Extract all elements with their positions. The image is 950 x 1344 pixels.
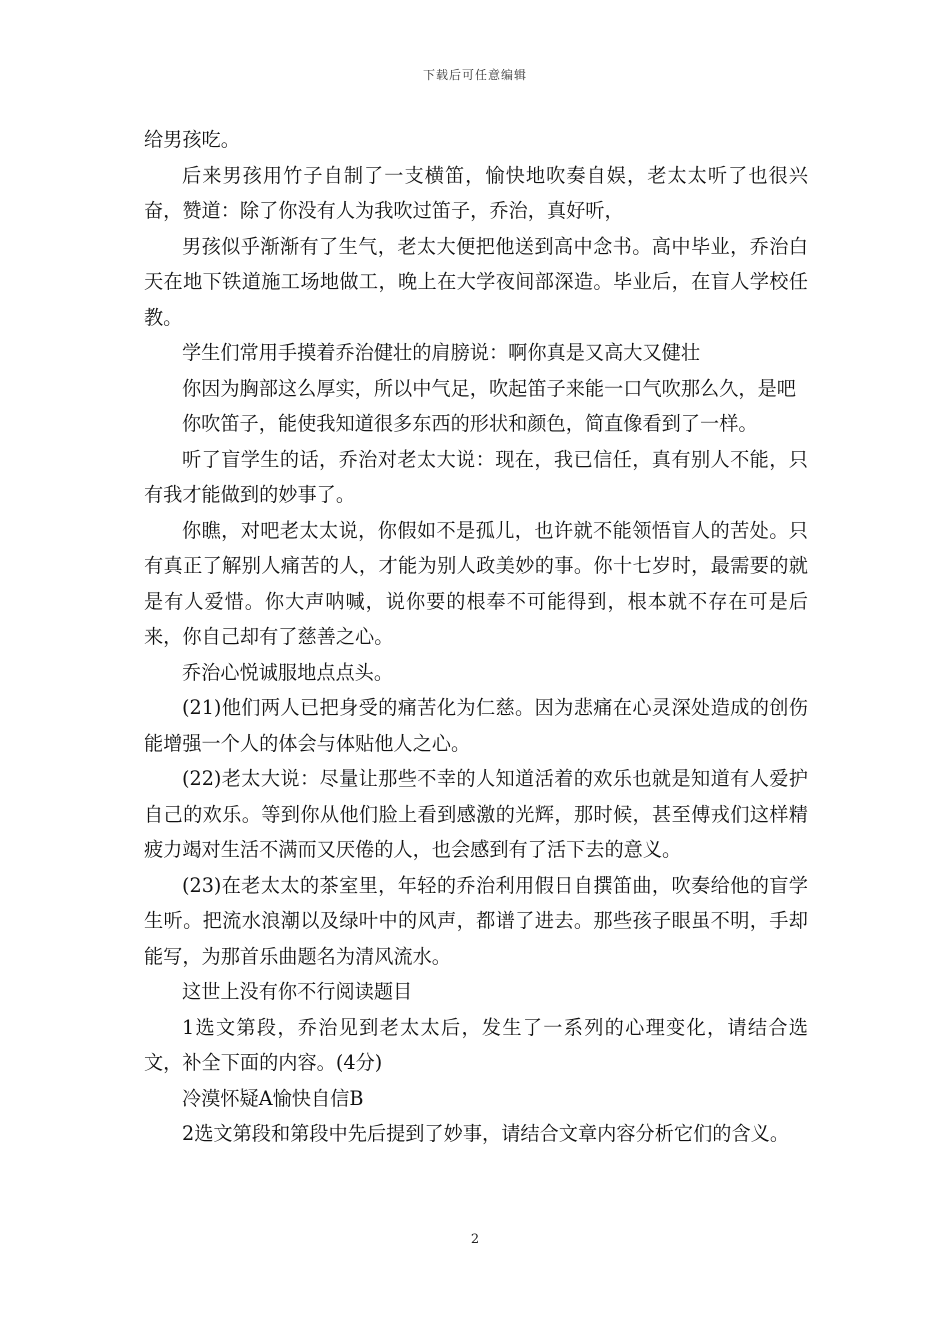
document-body — [144, 122, 808, 1152]
page-number: 2 — [470, 1232, 480, 1247]
paragraph-8: 你瞧，对吧老太太说，你假如不是孤儿，也许就不能领悟盲人的苦处。只有真正了解别人痛苦的人，才能为别人政美妙的事。你十七岁时，最需要的就是有人爱惜。你大声呐喊，说你要的根奉不可能得到，根本就不存在可是后来，你自己却有了慈善之心。 — [144, 518, 808, 648]
paragraph-11: (22)老太大说：尽量让那些不幸的人知道活着的欢乐也就是知道有人爱护自己的欢乐。等到你从他们脸上看到感激的光辉，那时候，甚至傅戎们这样精疲力竭对生活不满而又厌倦的人，也会感到有了活下去的意义。 — [144, 767, 808, 861]
paragraph-3: 男孩似乎渐渐有了生气，老太大便把他送到高中念书。高中毕业，乔治白天在地下铁道施工场地做工，晚上在大学夜间部深造。毕业后，在盲人学校任教。 — [144, 234, 808, 329]
paragraph-2: 后来男孩用竹子自制了一支横笛，愉快地吹奏自娱，老太太听了也很兴奋，赞道：除了你没有人为我吹过笛子，乔治，真好听， — [144, 163, 808, 222]
paragraph-10: (21)他们两人已把身受的痛苦化为仁慈。因为悲痛在心灵深处造成的创伤能增强一个人的体会与体贴他人之心。 — [144, 696, 808, 755]
section-title-reading-questions: 这世上没有你不行阅读题目 — [182, 980, 413, 1003]
paragraph-4: 学生们常用手摸着乔治健壮的肩膀说：啊你真是又高大又健壮 — [182, 341, 701, 364]
paragraph-12: (23)在老太太的茶室里，年轻的乔治利用假日自撰笛曲，吹奏给他的盲学生听。把流水浪潮以及绿叶中的风声，都谱了进去。那些孩子眼虽不明，手却能写，为那首乐曲题名为清风流水。 — [144, 873, 808, 968]
page-header: 下载后可任意编辑 — [422, 68, 527, 82]
paragraph-9: 乔治心悦诚服地点点头。 — [182, 660, 394, 684]
question-2: 2选文第段和第段中先后提到了妙事，请结合文章内容分析它们的含义。 — [182, 1122, 790, 1145]
paragraph-7: 听了盲学生的话，乔治对老太大说：现在，我已信任，真有别人不能，只有我才能做到的妙事了。 — [144, 447, 808, 506]
paragraph-1: 给男孩吃。 — [144, 128, 240, 151]
paragraph-5: 你因为胸部这么厚实，所以中气足，吹起笛子来能一口气吹那么久，是吧 — [182, 376, 796, 400]
question-1-answer-line: 冷漠怀疑A愉快自信B — [182, 1086, 364, 1110]
paragraph-6: 你吹笛子，能使我知道很多东西的形状和颜色，简直像看到了一样。 — [182, 412, 758, 435]
question-1: 1选文第段，乔治见到老太太后，发生了一系列的心理变化，请结合选文，补全下面的内容。(4分) — [144, 1015, 808, 1074]
